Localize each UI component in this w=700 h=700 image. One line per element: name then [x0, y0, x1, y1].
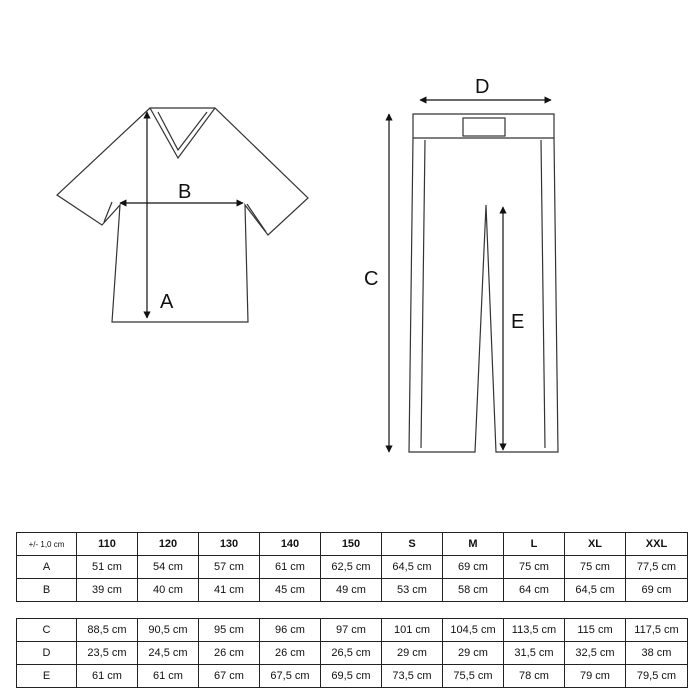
table-cell: 53 cm: [382, 579, 443, 602]
table-cell: 49 cm: [321, 579, 382, 602]
table-cell: 31,5 cm: [504, 642, 565, 665]
size-header: 140: [260, 533, 321, 556]
table-cell: 26 cm: [199, 642, 260, 665]
table-cell: 62,5 cm: [321, 556, 382, 579]
table-row: [17, 556, 688, 579]
table-cell: 64,5 cm: [382, 556, 443, 579]
label-b: B: [178, 181, 192, 203]
table-cell: 51 cm: [77, 556, 138, 579]
table-cell: 61 cm: [260, 556, 321, 579]
table-row: [17, 619, 688, 642]
table-cell: 26,5 cm: [321, 642, 382, 665]
table-cell: 58 cm: [443, 579, 504, 602]
label-d: D: [475, 76, 490, 98]
table-cell: 117,5 cm: [626, 619, 688, 642]
table-cell: 61 cm: [138, 665, 199, 688]
table-cell: 75 cm: [504, 556, 565, 579]
table-cell: 64,5 cm: [565, 579, 626, 602]
table-row: [17, 579, 688, 602]
table-cell: 78 cm: [504, 665, 565, 688]
size-table-trousers: [16, 618, 688, 688]
table-cell: 39 cm: [77, 579, 138, 602]
row-label: C: [17, 619, 77, 642]
table-cell: 69,5 cm: [321, 665, 382, 688]
table-cell: 41 cm: [199, 579, 260, 602]
table-cell: 88,5 cm: [77, 619, 138, 642]
table-cell: 29 cm: [382, 642, 443, 665]
size-header: L: [504, 533, 565, 556]
row-label: E: [17, 665, 77, 688]
size-header: S: [382, 533, 443, 556]
size-table-shirt: [16, 532, 688, 602]
size-header: 120: [138, 533, 199, 556]
table-cell: 77,5 cm: [626, 556, 688, 579]
row-label: A: [17, 556, 77, 579]
table-cell: 45 cm: [260, 579, 321, 602]
table-cell: 57 cm: [199, 556, 260, 579]
table-cell: 67 cm: [199, 665, 260, 688]
table-cell: 64 cm: [504, 579, 565, 602]
label-e: E: [511, 311, 525, 333]
table-cell: 38 cm: [626, 642, 688, 665]
table-cell: 96 cm: [260, 619, 321, 642]
table-cell: 61 cm: [77, 665, 138, 688]
table-cell: 101 cm: [382, 619, 443, 642]
size-header: XL: [565, 533, 626, 556]
table-header-row: [17, 533, 688, 556]
table-cell: 104,5 cm: [443, 619, 504, 642]
label-a: A: [160, 291, 174, 313]
size-header: 150: [321, 533, 382, 556]
size-header: 110: [77, 533, 138, 556]
table-cell: 90,5 cm: [138, 619, 199, 642]
tolerance-cell: +/- 1,0 cm: [17, 533, 77, 556]
table-cell: 40 cm: [138, 579, 199, 602]
row-label: D: [17, 642, 77, 665]
table-cell: 29 cm: [443, 642, 504, 665]
table-cell: 79,5 cm: [626, 665, 688, 688]
table-cell: 97 cm: [321, 619, 382, 642]
table-cell: 69 cm: [626, 579, 688, 602]
table-cell: 32,5 cm: [565, 642, 626, 665]
table-cell: 73,5 cm: [382, 665, 443, 688]
size-header: XXL: [626, 533, 688, 556]
shirt-outline: [57, 108, 308, 322]
label-c: C: [364, 268, 379, 290]
table-cell: 24,5 cm: [138, 642, 199, 665]
table-row: [17, 665, 688, 688]
row-label: B: [17, 579, 77, 602]
size-header: M: [443, 533, 504, 556]
table-cell: 23,5 cm: [77, 642, 138, 665]
table-cell: 115 cm: [565, 619, 626, 642]
table-cell: 79 cm: [565, 665, 626, 688]
table-cell: 75,5 cm: [443, 665, 504, 688]
size-header: 130: [199, 533, 260, 556]
table-cell: 54 cm: [138, 556, 199, 579]
table-cell: 75 cm: [565, 556, 626, 579]
table-cell: 69 cm: [443, 556, 504, 579]
table-cell: 113,5 cm: [504, 619, 565, 642]
table-cell: 26 cm: [260, 642, 321, 665]
table-cell: 95 cm: [199, 619, 260, 642]
trousers-outline: [409, 114, 558, 452]
table-cell: 67,5 cm: [260, 665, 321, 688]
table-row: [17, 642, 688, 665]
